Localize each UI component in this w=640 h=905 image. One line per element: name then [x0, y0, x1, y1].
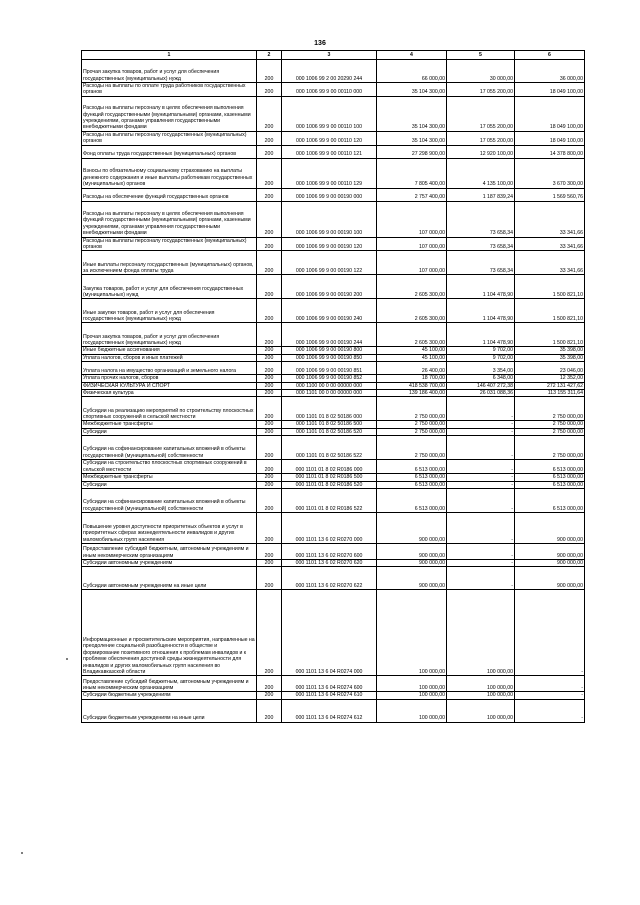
row-value-approved: 900 000,00	[377, 543, 447, 559]
row-value-remaining: 6 513 000,00	[515, 474, 585, 481]
row-value-executed: 146 407 272,38	[447, 382, 515, 389]
row-name: ФИЗИЧЕСКАЯ КУЛЬТУРА И СПОРТ	[82, 382, 257, 389]
page-number: 136	[314, 40, 326, 47]
table-row	[82, 275, 585, 299]
row-value-executed: -	[447, 512, 515, 543]
row-value-remaining: 18 049 100,00	[515, 131, 585, 145]
row-name: Уплата прочих налогов, сборов	[82, 375, 257, 382]
row-name: Повышение уровня доступности приоритетных объектов и услуг в приоритетных сферах жизнедеятельности инвалидов и других маломобильных групп населения	[82, 512, 257, 543]
row-value-executed: -	[447, 559, 515, 566]
row-name: Уплата налога на имущество организаций и земельного налога	[82, 362, 257, 375]
row-value-approved: 2 757 400,00	[377, 188, 447, 201]
row-name: Субсидии автономным учреждениям	[82, 559, 257, 566]
row-value-executed: 3 354,00	[447, 362, 515, 375]
row-classification-code: 000 1006 99 9 00 00110 129	[282, 158, 377, 188]
table-row	[82, 692, 585, 699]
table-row	[82, 699, 585, 722]
row-classification-code: 000 1101 01 8 02 50186 000	[282, 397, 377, 421]
row-value-remaining: 2 750 000,00	[515, 397, 585, 421]
table-row	[82, 676, 585, 692]
row-value-approved: 6 513 000,00	[377, 481, 447, 488]
row-classification-code: 000 1006 99 9 00 00110 100	[282, 96, 377, 131]
row-name: Фонд оплаты труда государственных (муниципальных) органов	[82, 145, 257, 158]
row-name: Предоставление субсидий бюджетным, автономным учреждениям и иным некоммерческим организациям	[82, 676, 257, 692]
row-value-approved: 18 700,00	[377, 375, 447, 382]
row-value-remaining: 900 000,00	[515, 567, 585, 590]
row-value-remaining: 1 500 821,10	[515, 275, 585, 299]
row-value-approved: 2 750 000,00	[377, 421, 447, 428]
row-value-executed: -	[447, 474, 515, 481]
row-classification-code: 000 1101 13 6 04 R0274 000	[282, 590, 377, 676]
row-group-code: 200	[257, 543, 282, 559]
row-group-code: 200	[257, 354, 282, 361]
row-value-executed: 100 000,00	[447, 676, 515, 692]
row-value-approved: 2 605 300,00	[377, 323, 447, 347]
row-group-code: 200	[257, 375, 282, 382]
row-classification-code: 000 1101 13 6 04 R0274 610	[282, 692, 377, 699]
table-row	[82, 590, 585, 676]
row-group-code: 200	[257, 421, 282, 428]
row-value-approved: 35 104 300,00	[377, 83, 447, 97]
table-row	[82, 201, 585, 237]
row-name: Взносы по обязательному социальному страхованию на выплаты денежного содержания и иные выплаты работникам государственных (муниципальных) органов	[82, 158, 257, 188]
row-value-approved: 100 000,00	[377, 590, 447, 676]
row-classification-code: 000 1100 00 0 00 00000 000	[282, 382, 377, 389]
row-value-remaining: 1 500 821,10	[515, 299, 585, 323]
row-value-executed: -	[447, 460, 515, 474]
row-name: Межбюджетные трансферты	[82, 421, 257, 428]
row-value-executed: -	[447, 567, 515, 590]
row-classification-code: 000 1006 99 9 00 00190 851	[282, 362, 377, 375]
row-classification-code: 000 1006 99 9 00 00190 120	[282, 237, 377, 251]
row-group-code: 200	[257, 460, 282, 474]
row-classification-code: 000 1006 99 9 00 00190 852	[282, 375, 377, 382]
row-value-executed: -	[447, 421, 515, 428]
row-name: Иные закупки товаров, работ и услуг для обеспечения государственных (муниципальных) нужд	[82, 299, 257, 323]
table-header-row	[82, 51, 585, 60]
table-row	[82, 474, 585, 481]
row-value-approved: 2 750 000,00	[377, 436, 447, 460]
table-row	[82, 354, 585, 361]
table-row	[82, 567, 585, 590]
row-group-code: 200	[257, 237, 282, 251]
row-classification-code: 000 1101 01 8 02 50186 522	[282, 436, 377, 460]
table-row	[82, 436, 585, 460]
row-value-remaining: 2 750 000,00	[515, 421, 585, 428]
table-row	[82, 543, 585, 559]
row-value-remaining: 2 750 000,00	[515, 436, 585, 460]
row-value-approved: 6 513 000,00	[377, 488, 447, 512]
table-row	[82, 299, 585, 323]
row-value-executed: 4 135 100,00	[447, 158, 515, 188]
row-value-executed: -	[447, 481, 515, 488]
row-name: Расходы на выплаты персоналу в целях обеспечения выполнения функций государственными (муниципальными) органами, казенными учреждениями, органами управления государственными внебюджетными фондами	[82, 96, 257, 131]
row-group-code: 200	[257, 676, 282, 692]
row-name: Субсидии	[82, 481, 257, 488]
row-value-approved: 26 400,00	[377, 362, 447, 375]
row-value-executed: 100 000,00	[447, 692, 515, 699]
row-group-code: 200	[257, 559, 282, 566]
table-row	[82, 131, 585, 145]
row-value-executed: 12 920 100,00	[447, 145, 515, 158]
row-name: Субсидии	[82, 428, 257, 435]
row-value-approved: 7 805 400,00	[377, 158, 447, 188]
row-classification-code: 000 1006 99 9 00 00190 800	[282, 347, 377, 354]
table-row	[82, 145, 585, 158]
row-name: Субсидии бюджетным учреждениям на иные цели	[82, 699, 257, 722]
row-group-code: 200	[257, 382, 282, 389]
row-group-code: 200	[257, 347, 282, 354]
scan-speck	[21, 852, 23, 854]
scan-speck	[66, 658, 68, 660]
row-value-remaining: -	[515, 692, 585, 699]
row-name: Предоставление субсидий бюджетным, автономным учреждениям и иным некоммерческим организациям	[82, 543, 257, 559]
row-value-remaining: 12 352,00	[515, 375, 585, 382]
row-classification-code: 000 1006 99 9 00 00110 121	[282, 145, 377, 158]
row-group-code: 200	[257, 590, 282, 676]
row-name: Субсидии на софинансирование капитальных вложений в объекты государственной (муниципальной) собственности	[82, 488, 257, 512]
row-classification-code: 000 1006 99 9 00 00190 000	[282, 188, 377, 201]
row-value-approved: 900 000,00	[377, 559, 447, 566]
row-classification-code: 000 1006 99 9 00 00190 122	[282, 251, 377, 275]
row-value-remaining: 36 000,00	[515, 60, 585, 83]
row-value-approved: 107 000,00	[377, 237, 447, 251]
column-header: 5	[447, 51, 515, 60]
row-name: Расходы на выплаты по оплате труда работников государственных органов	[82, 83, 257, 97]
row-value-executed: 9 702,00	[447, 347, 515, 354]
row-value-executed: 1 104 478,90	[447, 275, 515, 299]
row-classification-code: 000 1101 13 6 02 R0270 000	[282, 512, 377, 543]
table-row	[82, 83, 585, 97]
table-row	[82, 460, 585, 474]
table-row	[82, 382, 585, 389]
column-header: 3	[282, 51, 377, 60]
row-group-code: 200	[257, 436, 282, 460]
row-name: Субсидии на реализацию мероприятий по строительству плоскостных спортивных сооружений в сельской местности	[82, 397, 257, 421]
table-row	[82, 512, 585, 543]
row-value-remaining: 6 513 000,00	[515, 481, 585, 488]
table-row	[82, 375, 585, 382]
row-classification-code: 000 1006 99 9 00 00190 200	[282, 275, 377, 299]
row-value-executed: 1 104 478,90	[447, 299, 515, 323]
row-group-code: 200	[257, 275, 282, 299]
row-group-code: 200	[257, 428, 282, 435]
column-header: 4	[377, 51, 447, 60]
row-classification-code: 000 1101 01 8 02 R0186 000	[282, 460, 377, 474]
row-value-approved: 2 605 300,00	[377, 299, 447, 323]
row-value-executed: 26 031 088,36	[447, 390, 515, 397]
column-header: 1	[82, 51, 257, 60]
table-row	[82, 251, 585, 275]
row-value-executed: 17 055 200,00	[447, 83, 515, 97]
row-value-remaining: 33 341,66	[515, 251, 585, 275]
row-classification-code: 000 1101 01 8 02 50186 500	[282, 421, 377, 428]
table-row	[82, 421, 585, 428]
row-classification-code: 000 1006 99 9 00 00110 120	[282, 131, 377, 145]
row-group-code: 200	[257, 362, 282, 375]
table-row	[82, 488, 585, 512]
row-group-code: 200	[257, 158, 282, 188]
row-value-remaining: -	[515, 590, 585, 676]
row-group-code: 200	[257, 699, 282, 722]
row-value-executed: -	[447, 397, 515, 421]
row-value-approved: 2 605 300,00	[377, 275, 447, 299]
row-value-approved: 100 000,00	[377, 699, 447, 722]
row-classification-code: 000 1101 13 6 04 R0274 600	[282, 676, 377, 692]
row-classification-code: 000 1101 01 8 02 R0186 520	[282, 481, 377, 488]
row-value-approved: 45 100,00	[377, 347, 447, 354]
table-row	[82, 60, 585, 83]
row-value-remaining: 18 049 100,00	[515, 96, 585, 131]
row-value-remaining: 14 378 800,00	[515, 145, 585, 158]
row-value-remaining: 35 398,00	[515, 347, 585, 354]
row-value-remaining: 113 155 311,64	[515, 390, 585, 397]
table-row	[82, 323, 585, 347]
row-name: Межбюджетные трансферты	[82, 474, 257, 481]
row-group-code: 200	[257, 251, 282, 275]
row-value-approved: 900 000,00	[377, 567, 447, 590]
table-row	[82, 96, 585, 131]
row-value-executed: 17 055 200,00	[447, 96, 515, 131]
row-value-remaining: 900 000,00	[515, 559, 585, 566]
row-value-approved: 66 000,00	[377, 60, 447, 83]
row-value-approved: 45 100,00	[377, 354, 447, 361]
row-value-remaining: 272 131 427,62	[515, 382, 585, 389]
row-name: Физическая культура	[82, 390, 257, 397]
row-group-code: 200	[257, 397, 282, 421]
row-group-code: 200	[257, 83, 282, 97]
row-name: Закупка товаров, работ и услуг для обеспечения государственных (муниципальных) нужд	[82, 275, 257, 299]
table-row	[82, 237, 585, 251]
row-name: Информационные и просветительские мероприятия, направленные на преодоление социальной разобщенности в обществе и формирование позитивного отношения к проблемам инвалидов и к проблеме обеспечения доступной среды жизнедеятельности для инвалидов и других маломобильных групп населения во Владикавказской области	[82, 590, 257, 676]
row-value-executed: 73 658,34	[447, 251, 515, 275]
row-classification-code: 000 1101 13 6 04 R0274 612	[282, 699, 377, 722]
row-group-code: 200	[257, 96, 282, 131]
row-value-approved: 35 104 300,00	[377, 96, 447, 131]
table-row	[82, 397, 585, 421]
table-row	[82, 559, 585, 566]
row-group-code: 200	[257, 488, 282, 512]
row-name: Прочая закупка товаров, работ и услуг для обеспечения государственных (муниципальных) нужд	[82, 323, 257, 347]
row-value-executed: 6 348,00	[447, 375, 515, 382]
column-header: 2	[257, 51, 282, 60]
table-row	[82, 188, 585, 201]
row-group-code: 200	[257, 131, 282, 145]
row-classification-code: 000 1101 01 8 02 R0186 522	[282, 488, 377, 512]
row-value-remaining: 900 000,00	[515, 543, 585, 559]
row-classification-code: 000 1006 99 9 00 00110 000	[282, 83, 377, 97]
row-value-remaining: 18 049 100,00	[515, 83, 585, 97]
row-group-code: 200	[257, 512, 282, 543]
row-value-remaining: 1 500 821,10	[515, 323, 585, 347]
row-value-executed: 9 702,00	[447, 354, 515, 361]
row-value-approved: 418 538 700,00	[377, 382, 447, 389]
row-value-approved: 100 000,00	[377, 676, 447, 692]
row-value-remaining: 1 569 560,76	[515, 188, 585, 201]
row-name: Расходы на выплаты персоналу в целях обеспечения выполнения функций государственными (муниципальными) органами, казенными учреждениями, органами управления государственными внебюджетными фондами	[82, 201, 257, 237]
row-value-approved: 2 750 000,00	[377, 428, 447, 435]
row-value-approved: 6 513 000,00	[377, 460, 447, 474]
table-row	[82, 428, 585, 435]
row-value-remaining: 2 750 000,00	[515, 428, 585, 435]
row-group-code: 200	[257, 390, 282, 397]
row-value-approved: 2 750 000,00	[377, 397, 447, 421]
row-name: Прочая закупка товаров, работ и услуг для обеспечения государственных (муниципальных) нужд	[82, 60, 257, 83]
row-group-code: 200	[257, 299, 282, 323]
row-value-executed: 30 000,00	[447, 60, 515, 83]
row-value-executed: -	[447, 488, 515, 512]
row-value-approved: 107 000,00	[377, 251, 447, 275]
row-value-remaining: 33 341,66	[515, 201, 585, 237]
row-value-approved: 107 000,00	[377, 201, 447, 237]
row-name: Уплата налогов, сборов и иных платежей	[82, 354, 257, 361]
row-group-code: 200	[257, 692, 282, 699]
row-value-remaining: 23 046,00	[515, 362, 585, 375]
row-name: Расходы на выплаты персоналу государственных (муниципальных) органов	[82, 131, 257, 145]
table-row	[82, 362, 585, 375]
row-classification-code: 000 1101 01 8 02 50186 520	[282, 428, 377, 435]
row-group-code: 200	[257, 188, 282, 201]
row-name: Расходы на выплаты персоналу государственных (муниципальных) органов	[82, 237, 257, 251]
row-value-executed: -	[447, 428, 515, 435]
row-name: Расходы на обеспечение функций государственных органов	[82, 188, 257, 201]
table-row	[82, 158, 585, 188]
row-classification-code: 000 1101 01 8 02 R0186 500	[282, 474, 377, 481]
row-name: Субсидии на строительство плоскостных спортивных сооружений в сельской местности	[82, 460, 257, 474]
row-group-code: 200	[257, 323, 282, 347]
row-value-executed: 17 055 200,00	[447, 131, 515, 145]
row-value-remaining: 35 398,00	[515, 354, 585, 361]
row-value-approved: 900 000,00	[377, 512, 447, 543]
row-value-remaining: 900 000,00	[515, 512, 585, 543]
row-group-code: 200	[257, 481, 282, 488]
table-row	[82, 481, 585, 488]
column-header: 6	[515, 51, 585, 60]
row-classification-code: 000 1006 99 2 00 20290 244	[282, 60, 377, 83]
row-value-approved: 27 298 900,00	[377, 145, 447, 158]
row-name: Субсидии бюджетным учреждениям	[82, 692, 257, 699]
row-value-executed: 1 187 839,24	[447, 188, 515, 201]
row-value-executed: -	[447, 436, 515, 460]
row-value-approved: 100 000,00	[377, 692, 447, 699]
row-classification-code: 000 1101 13 6 02 R0270 600	[282, 543, 377, 559]
row-group-code: 200	[257, 60, 282, 83]
row-value-executed: -	[447, 543, 515, 559]
row-group-code: 200	[257, 145, 282, 158]
row-value-executed: 1 104 478,90	[447, 323, 515, 347]
row-classification-code: 000 1101 13 6 02 R0270 622	[282, 567, 377, 590]
row-value-executed: 73 658,34	[447, 201, 515, 237]
row-value-remaining: -	[515, 699, 585, 722]
row-name: Субсидии автономным учреждениям на иные цели	[82, 567, 257, 590]
row-group-code: 200	[257, 474, 282, 481]
row-name: Иные бюджетные ассигнования	[82, 347, 257, 354]
row-classification-code: 000 1101 00 0 00 00000 000	[282, 390, 377, 397]
row-value-remaining: 3 670 300,00	[515, 158, 585, 188]
row-value-remaining: 6 513 000,00	[515, 460, 585, 474]
row-value-remaining: -	[515, 676, 585, 692]
row-name: Иные выплаты персоналу государственных (муниципальных) органов, за исключением фонда оплаты труда	[82, 251, 257, 275]
row-classification-code: 000 1006 99 9 00 00190 240	[282, 299, 377, 323]
row-value-approved: 6 513 000,00	[377, 474, 447, 481]
row-group-code: 200	[257, 567, 282, 590]
row-classification-code: 000 1006 99 9 00 00190 244	[282, 323, 377, 347]
row-value-executed: 100 000,00	[447, 590, 515, 676]
row-group-code: 200	[257, 201, 282, 237]
row-value-approved: 139 186 400,00	[377, 390, 447, 397]
row-value-remaining: 33 341,66	[515, 237, 585, 251]
budget-table	[81, 50, 585, 723]
table-row	[82, 347, 585, 354]
row-classification-code: 000 1101 13 6 02 R0270 620	[282, 559, 377, 566]
row-value-remaining: 6 513 000,00	[515, 488, 585, 512]
row-value-approved: 35 104 300,00	[377, 131, 447, 145]
row-classification-code: 000 1006 99 9 00 00190 850	[282, 354, 377, 361]
table-row	[82, 390, 585, 397]
row-classification-code: 000 1006 99 9 00 00190 100	[282, 201, 377, 237]
row-value-executed: 100 000,00	[447, 699, 515, 722]
row-name: Субсидии на софинансирование капитальных вложений в объекты государственной (муниципальной) собственности	[82, 436, 257, 460]
row-value-executed: 73 658,34	[447, 237, 515, 251]
